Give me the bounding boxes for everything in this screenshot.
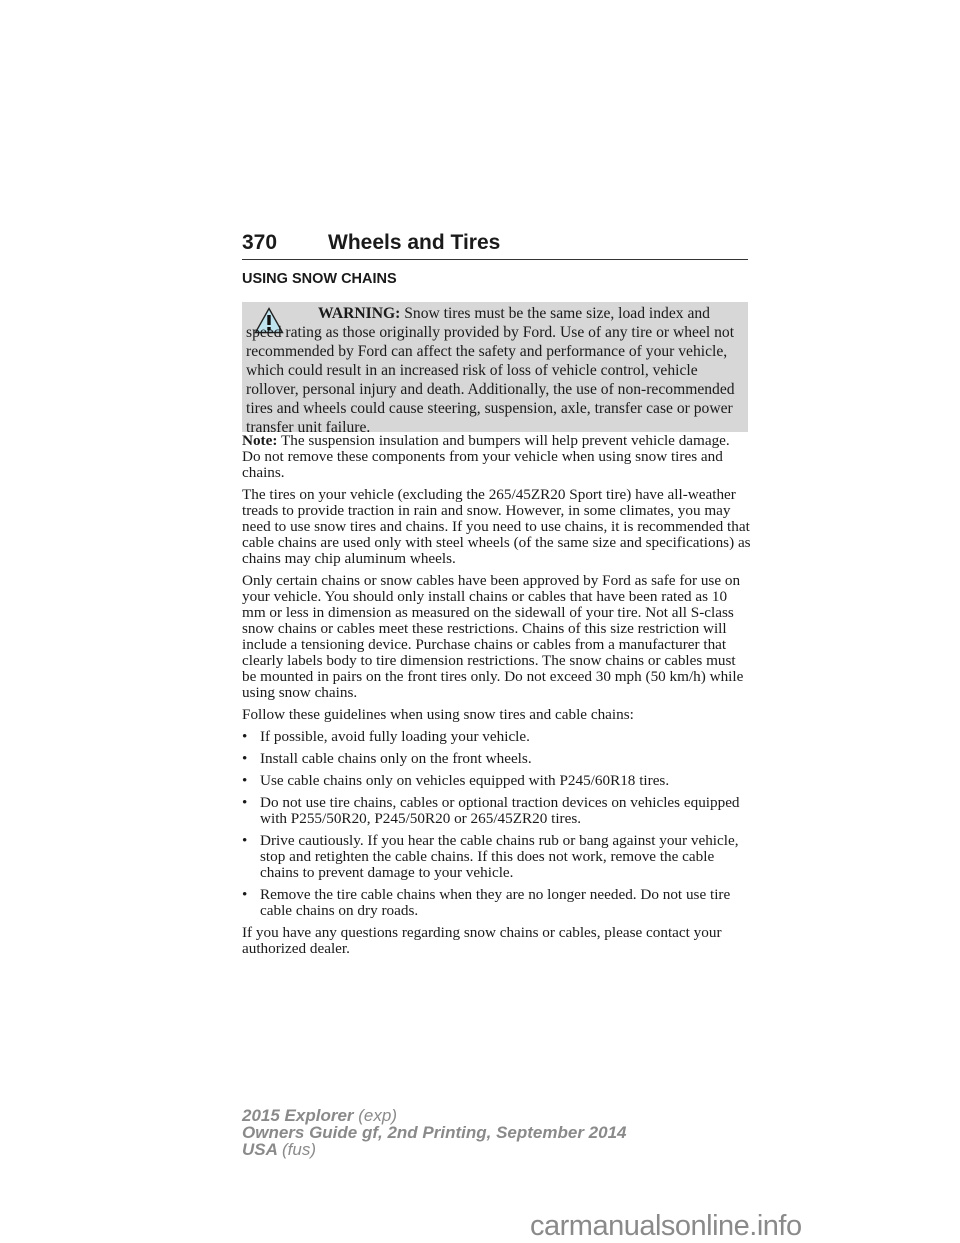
warning-label: WARNING: [318, 305, 401, 322]
closing-paragraph: If you have any questions regarding snow chains or cables, please contact your authorized dealer. [242, 924, 722, 957]
list-item: • If possible, avoid fully loading your vehicle. [242, 728, 530, 745]
paragraph: Only certain chains or snow cables have been approved by Ford as safe for use on your vehicle. You should only install chains or cables that have been rated as 10 mm or less in dimension as measured on the sidewall of your tire. Not all S-class snow chains or cables meet these restrictions. Chains of this size restriction will include a tensioning device. Purchase chains or cables from a manufacturer that clearly labels body to tire dimension restrictions. The snow chains or cables must be mounted in pairs on the front tires only. Do not exceed 30 mph (50 km/h) while using snow chains. [242, 572, 744, 701]
watermark: carmanualsonline.info [530, 1210, 802, 1242]
list-item: • Do not use tire chains, cables or optional traction devices on vehicles equipped with P255/50R20, P245/50R20 or 265/45ZR20 tires. [242, 794, 740, 827]
body-text [242, 433, 752, 963]
guidelines-list [242, 729, 752, 919]
list-item: • Use cable chains only on vehicles equipped with P245/60R18 tires. [242, 772, 670, 789]
paragraph: Follow these guidelines when using snow tires and cable chains: [242, 706, 634, 723]
footer: 2015 Explorer (exp) Owners Guide gf, 2nd Printing, September 2014 USA (fus) [242, 1106, 627, 1159]
list-item: • Install cable chains only on the front wheels. [242, 750, 532, 767]
section-title: Wheels and Tires [328, 231, 501, 254]
paragraph: The tires on your vehicle (excluding the 265/45ZR20 Sport tire) have all-weather treads to provide traction in rain and snow. However, in some climates, you may need to use snow tires and chains. If you need to use chains, it is recommended that cable chains are used only with steel wheels (of the same size and specifications) as chains may chip aluminum wheels. [242, 486, 751, 567]
list-item: • Drive cautiously. If you hear the cable chains rub or bang against your vehicle, stop and retighten the cable chains. If this does not work, remove the cable chains to prevent damage to your vehicle. [242, 832, 739, 881]
page-number: 370 [242, 231, 278, 254]
header-rule [242, 259, 748, 260]
warning-text: WARNING: Snow tires must be the same size, load index and speed rating as those originally provided by Ford. Use of any tire or wheel not recommended by Ford can affect the safety and performance of your vehicle, which could result in an increased risk of loss of vehicle control, vehicle rollover, personal injury and death. Additionally, the use of non-recommended tires and wheels could cause steering, suspension, axle, transfer case or power transfer unit failure. [246, 305, 735, 436]
note-paragraph: Note: The suspension insulation and bumpers will help prevent vehicle damage. Do not remove these components from your vehicle when using snow tires and chains. [242, 432, 730, 481]
warning-box [242, 302, 748, 436]
list-item: • Remove the tire cable chains when they are no longer needed. Do not use tire cable chains on dry roads. [242, 886, 731, 919]
section-heading: USING SNOW CHAINS [242, 271, 397, 287]
